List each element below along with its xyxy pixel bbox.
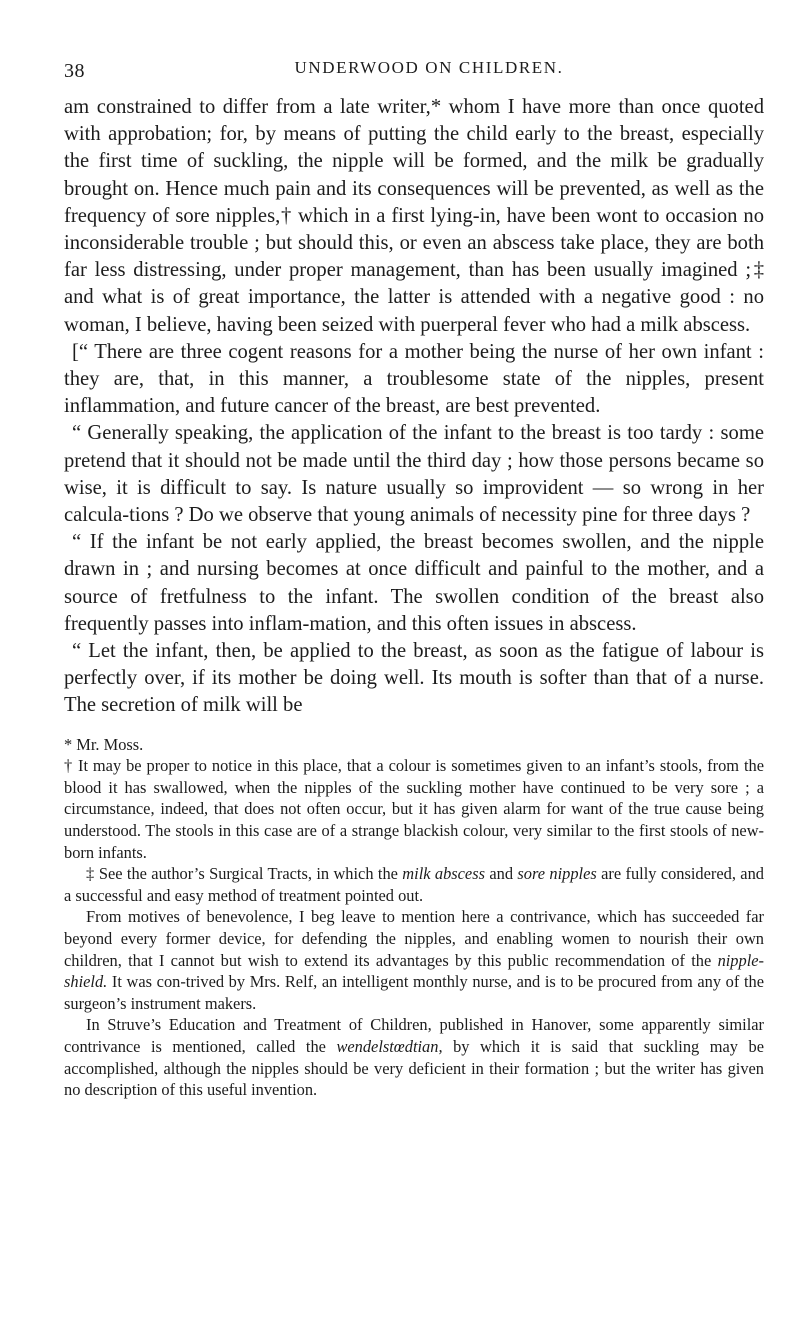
paragraph-5: “ Let the infant, then, be applied to the breast, as soon as the fatigue of labour is perfectly over, if its mother be doing well. Its mouth is softer than that of a nurse. The secretion of milk will be — [64, 640, 764, 717]
footnote-3-text-c: are fully considered, and a successful and easy method of treatment pointed out. — [64, 864, 764, 905]
page-number: 38 — [64, 60, 85, 82]
paragraph-3: “ Generally speaking, the application of the infant to the breast is too tardy : some pretend that it should not be made until the third day ; how those persons became so wise, it is difficult to say. Is nature usually so improvident — so wrong in her calcula-tions ? Do we observe that young animals of necessity pine for three days ? — [64, 422, 764, 527]
footnote-5-emphasis: wendelstœdtian, — [336, 1036, 443, 1056]
footnote-3 — [64, 863, 764, 906]
footnote-5-text-a: In Struve’s Education and Treatment of Children, published in Hanover, some apparently similar contrivance is mentioned, called the — [64, 1015, 764, 1056]
footnote-4 — [64, 906, 764, 1014]
paragraph-1: am constrained to differ from a late writer,* whom I have more than once quoted with approbation; for, by means of putting the child early to the breast, especially the first time of suckling, the nipple will be formed, and the milk be gradually brought on. Hence much pain and its consequences will be prevented, as well as the frequency of sore nipples,† which in a first lying-in, have been wont to occasion no inconsiderable trouble ; but should this, or even an abscess take place, they are both far less distressing, under proper management, than has been usually imagined ;‡ and what is of great importance, the latter is attended with a negative good : no woman, I believe, having been seized with puerperal fever who had a milk abscess. — [64, 96, 764, 336]
footnote-1: * Mr. Moss. — [64, 734, 144, 754]
footnote-3-emphasis-2: sore nipples — [517, 864, 597, 884]
paragraph-2: [“ There are three cogent reasons for a mother being the nurse of her own infant : they are, that, in this manner, a troublesome state of the nipples, present inflammation, and future cancer of the breast, are best prevented. — [64, 340, 764, 418]
footnotes — [64, 734, 764, 1101]
running-head — [64, 58, 764, 88]
footnote-4-emphasis: nipple-shield. — [64, 950, 764, 992]
body-text — [64, 94, 764, 720]
paragraph-4: “ If the infant be not early applied, the breast becomes swollen, and the nipple drawn in ; and nursing becomes at once difficult and painful to the mother, and a source of fretfulness to the infant. The swollen condition of the breast also frequently passes into inflam-mation, and this often issues in abscess. — [64, 531, 764, 635]
running-title: UNDERWOOD ON CHILDREN. — [294, 58, 564, 77]
footnote-5 — [64, 1014, 764, 1100]
footnote-2: † It may be proper to notice in this place, that a colour is sometimes given to an infant’s stools, from the blood it has swallowed, when the nipples of the suckling mother have continued to be very sore ; a circumstance, indeed, that does not often occur, but it has given alarm for want of the true cause being understood. The stools in this case are of a strange blackish colour, very similar to the first stools of new-born infants. — [64, 756, 764, 862]
footnote-3-emphasis-1: milk abscess — [402, 864, 485, 884]
footnote-3-text-a: ‡ See the author’s Surgical Tracts, in which the — [86, 864, 403, 884]
footnote-5-text-b: by which it is said that suckling may be accomplished, although the nipples should be very deficient in their formation ; but the writer has given no description of this useful invention. — [64, 1036, 764, 1100]
footnote-3-text-b: and — [484, 864, 518, 884]
footnote-4-text-b: It was con-trived by Mrs. Relf, an intelligent monthly nurse, and is to be procured from any of the surgeon’s instrument makers. — [64, 972, 764, 1013]
footnote-4-text-a: From motives of benevolence, I beg leave to mention here a contrivance, which has succeeded far beyond every former device, for defending the nipples, and enabling women to nourish their own children, that I cannot but wish to extend its advantages by this public recommendation of the — [64, 907, 764, 970]
